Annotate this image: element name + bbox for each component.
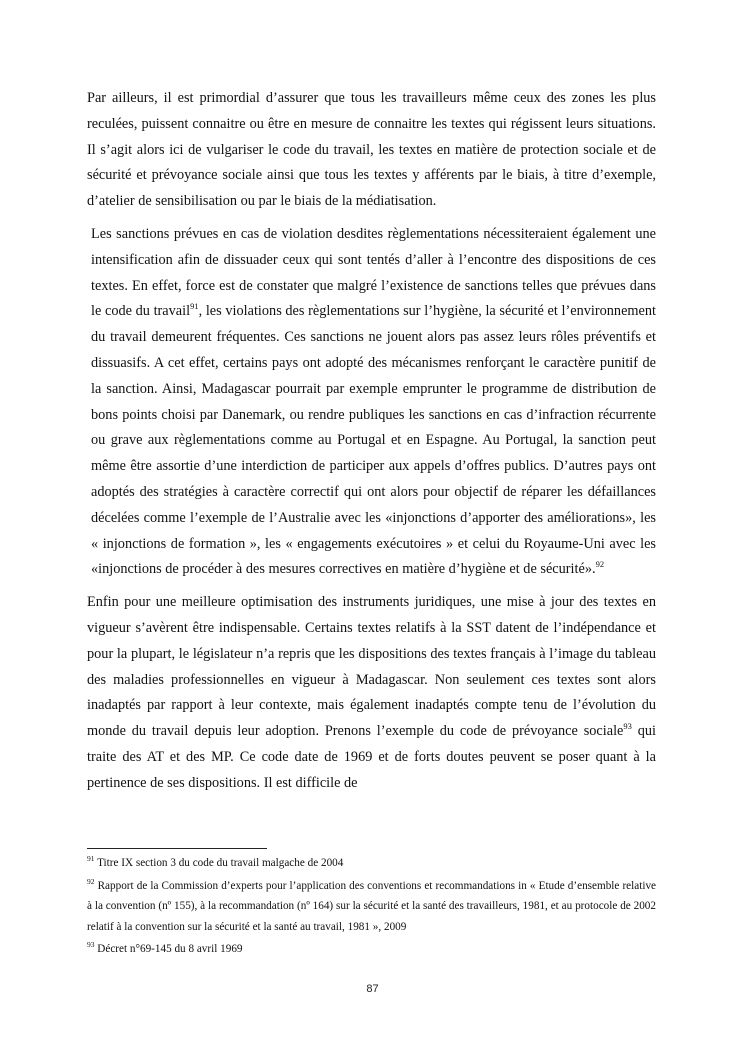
paragraph-vulgarisation [87,86,656,215]
footnote-number: 92 [87,876,95,886]
footnote-91 [87,853,656,874]
paragraph-text: Enfin pour une meilleure optimisation des instruments juridiques, une mise à jour des textes en vigueur s’avèrent être indispensable. Certains textes relatifs à la SST datent de l’indépendance et pour la plupart, le législateur n’a repris que les dispositions des textes français à l’image du tableau des maladies professionnelles en vigueur à Madagascar. Non seulement ces textes sont alors inadaptés par rapport à leur contexte, mais également inadaptés compte tenu de l’évolution du monde du travail depuis leur adoption. Prenons l’exemple du code de prévoyance sociale [87,594,656,740]
footnote-93 [87,939,656,960]
page-number: 87 [366,983,379,995]
footnote-ref-91[interactable]: 91 [190,301,199,312]
footnote-number: 93 [87,940,95,949]
footnote-text: Rapport de la Commission d’experts pour l’application des conventions et recommandations in « Etude d’ensemble relative à la convention (nº 155), à la recommandation (nº 164) sur la sécurité et la santé des travailleurs, 1981, et au protocole de 2002 relatif à la convention sur la sécurité et la santé au travail, 1981 », 2009 [87,879,656,933]
body-text [87,86,656,797]
paragraph-text: , les violations des règlementations sur l’hygiène, la sécurité et l’environnement du travail demeurent fréquentes. Ces sanctions ne jouent alors pas assez leurs rôles préventifs et dissuasifs. A cet effet, certains pays ont adopté des mécanismes renforçant le caractère punitif de la sanction. Ainsi, Madagascar pourrait par exemple emprunter le programme de distribution de bons points choisi par Danemark, ou rendre publiques les sanctions en cas d’infraction récurrente ou grave aux règlementations comme au Portugal et en Espagne. Au Portugal, la sanction peut même être assortie d’une interdiction de participer aux appels d’offres publics. D’autres pays ont adoptés des stratégies à caractère correctif qui ont alors pour objectif de réparer les défaillances décelées comme l’exemple de l’Australie avec les «injonctions d’apporter des améliorations», les « injonctions de formation », les « engagements exécutoires » et celui du Royaume-Uni avec les «injonctions de procéder à des mesures correctives en matière d’hygiène et de sécurité». [91,303,656,578]
paragraph-text: qui traite des AT et des MP. Ce code date de 1969 et de forts doutes peuvent se poser quant à la pertinence de ses dispositions. Il est difficile de [87,723,656,791]
paragraph-mise-a-jour [87,590,656,796]
footnote-separator [87,848,267,849]
footnotes [87,853,656,960]
paragraph-text: Par ailleurs, il est primordial d’assurer que tous les travailleurs même ceux des zones les plus reculées, puissent connaitre ou être en mesure de connaitre les textes qui régissent leurs situations. Il s’agit alors ici de vulgariser le code du travail, les textes en matière de protection sociale et de sécurité et prévoyance sociale ainsi que tous les textes y afférents par le biais, à titre d’exemple, d’atelier de sensibilisation ou par le biais de la médiatisation. [87,90,656,210]
footnote-92 [87,876,656,938]
footnote-number: 91 [87,854,95,863]
paragraph-sanctions [87,222,656,583]
footnote-text: Titre IX section 3 du code du travail malgache de 2004 [94,857,344,869]
footnote-text: Décret n°69-145 du 8 avril 1969 [94,943,243,955]
paragraph-text: Les sanctions prévues en cas de violation desdites règlementations nécessiteraient également une intensification afin de dissuader ceux qui sont tentés d’aller à l’encontre des dispositions de ces textes. En effet, force est de constater que malgré l’existence de sanctions telles que prévues dans le code du travail [91,225,656,320]
footnote-ref-92[interactable]: 92 [595,559,605,570]
footnote-ref-93[interactable]: 93 [623,721,632,732]
